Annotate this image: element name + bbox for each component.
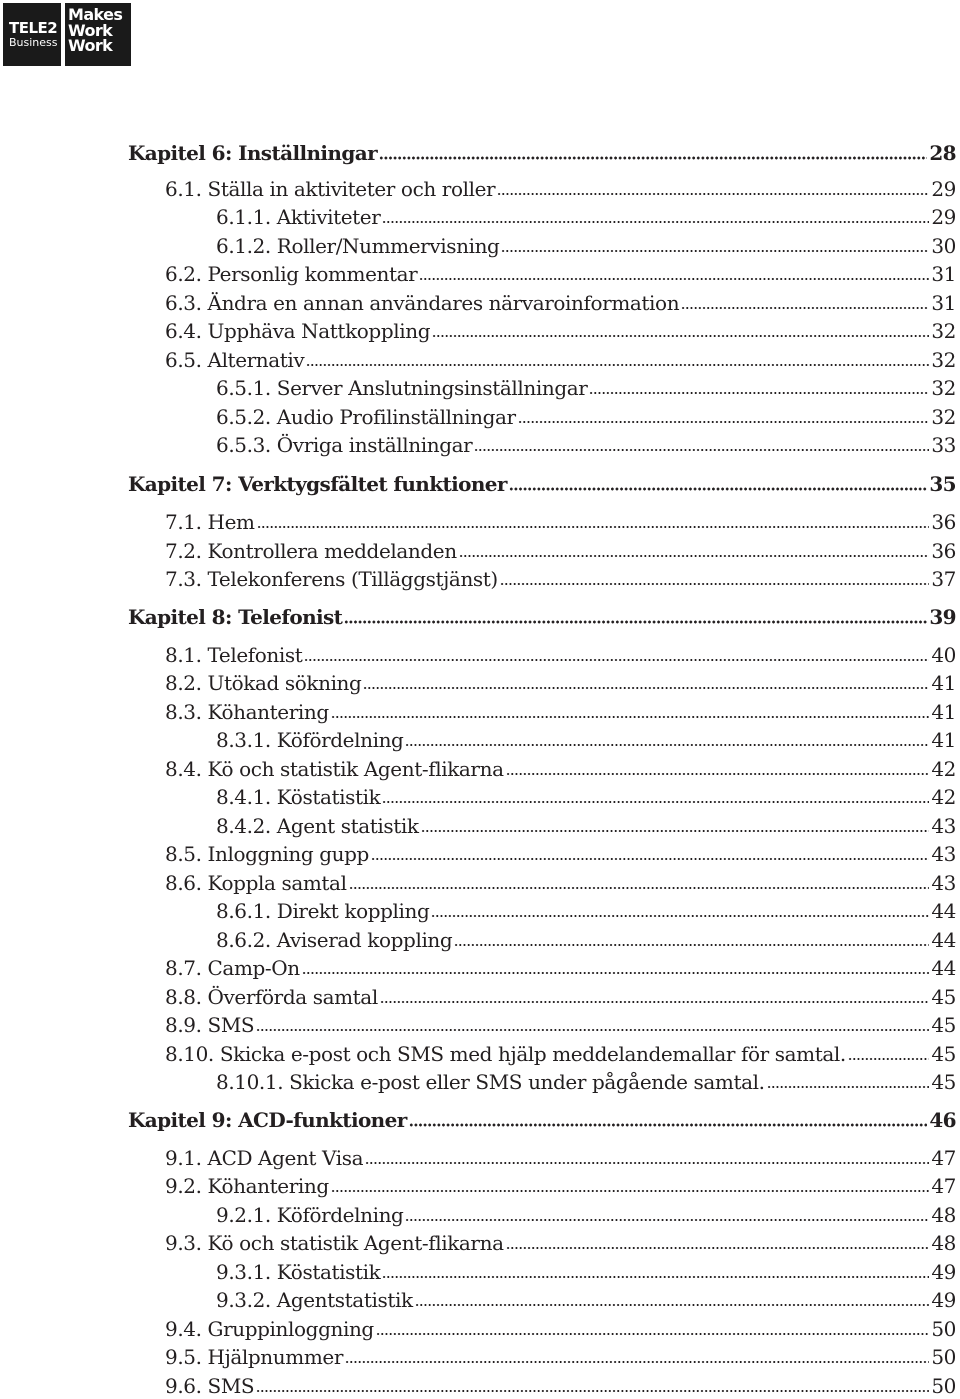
toc-page-number: 41 (931, 700, 956, 724)
toc-page-number: 39 (929, 605, 956, 629)
toc-dot-leader (256, 1028, 929, 1032)
logo-brand: TELE2 (9, 19, 58, 37)
toc-entry[interactable] (165, 1039, 956, 1067)
toc-entry-title: 9.2. Köhantering (165, 1174, 329, 1198)
toc-entry[interactable] (216, 1200, 956, 1228)
toc-entry-title: 9.3. Kö och statistik Agent-flikarna (165, 1231, 504, 1255)
toc-page-number: 44 (931, 956, 956, 980)
toc-entry-title: 8.6. Koppla samtal (165, 871, 347, 895)
toc-page-number: 32 (931, 348, 956, 372)
toc-dot-leader (767, 1085, 930, 1089)
toc-page-number: 49 (931, 1288, 956, 1312)
toc-dot-leader (304, 658, 929, 662)
toc-entry-title: 9.4. Gruppinloggning (165, 1317, 374, 1341)
toc-page-number: 47 (931, 1174, 956, 1198)
toc-entry-title: Kapitel 7: Verktygsfältet funktioner (128, 472, 507, 496)
toc-entry[interactable] (216, 896, 956, 924)
toc-entry-title: 8.8. Överförda samtal (165, 985, 378, 1009)
toc-entry[interactable] (165, 288, 956, 316)
toc-entry-title: 9.2.1. Köfördelning (216, 1203, 404, 1227)
toc-entry[interactable] (165, 1171, 956, 1199)
toc-entry[interactable] (165, 668, 956, 696)
toc-entry[interactable] (165, 507, 956, 535)
toc-entry-title: 9.5. Hjälpnummer (165, 1345, 343, 1369)
toc-dot-leader (371, 857, 929, 861)
toc-entry-title: Kapitel 8: Telefonist (128, 605, 343, 629)
toc-entry-title: 6.5.1. Server Anslutningsinställningar (216, 376, 588, 400)
toc-entry-title: 6.1.1. Aktiviteter (216, 205, 381, 229)
toc-entry[interactable] (165, 536, 956, 564)
toc-dot-leader (256, 1389, 929, 1393)
toc-page-number: 48 (931, 1203, 956, 1227)
toc-dot-leader (257, 525, 930, 529)
toc-dot-leader (419, 277, 929, 281)
toc-entry-title: 6.1.2. Roller/Nummervisning (216, 234, 500, 258)
toc-entry[interactable] (165, 174, 956, 202)
toc-dot-leader (501, 249, 929, 253)
toc-entry[interactable] (216, 430, 956, 458)
toc-entry-title: 8.1. Telefonist (165, 643, 303, 667)
toc-entry[interactable] (165, 1342, 956, 1370)
toc-dot-leader (500, 582, 930, 586)
toc-entry[interactable] (165, 345, 956, 373)
toc-entry[interactable] (165, 1228, 956, 1256)
toc-entry[interactable] (165, 1010, 956, 1038)
logo-tagline-line: Work (68, 36, 113, 55)
toc-chapter-entry[interactable] (128, 602, 956, 630)
toc-dot-leader (331, 1189, 930, 1193)
toc-entry-title: 6.3. Ändra en annan användares närvaroinformation (165, 291, 680, 315)
toc-entry[interactable] (165, 953, 956, 981)
toc-entry-title: 8.6.1. Direkt koppling (216, 899, 430, 923)
toc-page-number: 43 (931, 842, 956, 866)
toc-page-number: 44 (931, 899, 956, 923)
toc-page-number: 50 (931, 1345, 956, 1369)
toc-entry[interactable] (165, 316, 956, 344)
toc-entry-title: 8.4.1. Köstatistik (216, 785, 381, 809)
toc-dot-leader (681, 306, 929, 310)
toc-dot-leader (363, 686, 929, 690)
toc-entry[interactable] (216, 925, 956, 953)
toc-entry-title: Kapitel 9: ACD-funktioner (128, 1108, 407, 1132)
toc-entry-title: 7.2. Kontrollera meddelanden (165, 539, 457, 563)
toc-page-number: 33 (931, 433, 956, 457)
toc-entry[interactable] (165, 754, 956, 782)
toc-dot-leader (432, 334, 929, 338)
toc-dot-leader (409, 1123, 928, 1127)
toc-entry-title: 8.6.2. Aviserad koppling (216, 928, 453, 952)
toc-entry[interactable] (216, 782, 956, 810)
toc-chapter-entry[interactable] (128, 469, 956, 497)
toc-entry-title: 7.3. Telekonferens (Tilläggstjänst) (165, 567, 498, 591)
toc-entry[interactable] (165, 982, 956, 1010)
toc-dot-leader (459, 554, 930, 558)
toc-entry-title: 8.10. Skicka e-post och SMS med hjälp meddelandemallar för samtal. (165, 1042, 846, 1066)
toc-dot-leader (365, 1161, 929, 1165)
toc-page-number: 47 (931, 1146, 956, 1170)
toc-entry[interactable] (165, 564, 956, 592)
logo-sub: Business (9, 36, 58, 49)
toc-entry[interactable] (216, 373, 956, 401)
toc-page-number: 50 (931, 1317, 956, 1341)
toc-page-number: 37 (931, 567, 956, 591)
logo-tagline (65, 3, 131, 66)
toc-dot-leader (848, 1057, 930, 1061)
toc-chapter-entry[interactable] (128, 1105, 956, 1133)
toc-page-number: 29 (931, 205, 956, 229)
toc-entry-title: 8.3.1. Köfördelning (216, 728, 404, 752)
toc-page-number: 40 (931, 643, 956, 667)
toc-entry[interactable] (216, 1067, 956, 1095)
toc-page-number: 35 (929, 472, 956, 496)
toc-entry[interactable] (165, 1314, 956, 1342)
toc-entry[interactable] (216, 202, 956, 230)
logo-brand-block (3, 3, 61, 66)
toc-page-number: 31 (931, 291, 956, 315)
logo-tagline-line: Makes (68, 5, 123, 24)
toc-dot-leader (415, 1303, 930, 1307)
toc-entry-title: 6.2. Personlig kommentar (165, 262, 418, 286)
toc-dot-leader (506, 772, 930, 776)
toc-page-number: 36 (931, 539, 956, 563)
toc-dot-leader (331, 715, 930, 719)
toc-dot-leader (421, 829, 930, 833)
toc-page-number: 29 (931, 177, 956, 201)
toc-page-number: 41 (931, 671, 956, 695)
toc-dot-leader (454, 943, 929, 947)
toc-page-number: 42 (931, 785, 956, 809)
toc-entry[interactable] (216, 402, 956, 430)
toc-dot-leader (382, 800, 929, 804)
toc-page-number: 42 (931, 757, 956, 781)
toc-entry[interactable] (216, 811, 956, 839)
toc-entry[interactable] (165, 697, 956, 725)
toc-dot-leader (405, 743, 929, 747)
toc-page-number: 43 (931, 871, 956, 895)
toc-entry-title: 6.4. Upphäva Nattkoppling (165, 319, 431, 343)
toc-page-number: 28 (929, 141, 956, 165)
toc-dot-leader (344, 620, 927, 624)
toc-entry[interactable] (165, 259, 956, 287)
toc-entry[interactable] (216, 725, 956, 753)
toc-entry-title: 6.5. Alternativ (165, 348, 305, 372)
toc-dot-leader (306, 363, 929, 367)
toc-entry-title: 9.3.1. Köstatistik (216, 1260, 381, 1284)
toc-page-number: 32 (931, 405, 956, 429)
toc-dot-leader (380, 1000, 930, 1004)
toc-page-number: 44 (931, 928, 956, 952)
toc-entry-title: 8.10.1. Skicka e-post eller SMS under pågående samtal. (216, 1070, 765, 1094)
toc-dot-leader (589, 391, 929, 395)
toc-dot-leader (497, 192, 929, 196)
toc-dot-leader (518, 420, 930, 424)
toc-entry-title: 8.5. Inloggning gupp (165, 842, 369, 866)
toc-page-number: 49 (931, 1260, 956, 1284)
toc-entry-title: 8.2. Utökad sökning (165, 671, 362, 695)
toc-entry-title: 8.7. Camp-On (165, 956, 300, 980)
toc-entry[interactable] (216, 231, 956, 259)
toc-page-number: 50 (931, 1374, 956, 1398)
toc-page-number: 45 (931, 985, 956, 1009)
toc-chapter-entry[interactable] (128, 138, 956, 166)
toc-dot-leader (509, 487, 928, 491)
toc-page-number: 48 (931, 1231, 956, 1255)
toc-page-number: 32 (931, 376, 956, 400)
toc-entry[interactable] (165, 868, 956, 896)
toc-entry-title: 8.4.2. Agent statistik (216, 814, 419, 838)
toc-page-number: 31 (931, 262, 956, 286)
toc-page-number: 45 (931, 1042, 956, 1066)
toc-page-number: 30 (931, 234, 956, 258)
toc-page-number: 43 (931, 814, 956, 838)
toc-entry[interactable] (216, 1285, 956, 1313)
toc-dot-leader (379, 156, 927, 160)
toc-dot-leader (376, 1332, 930, 1336)
toc-page-number: 46 (929, 1108, 956, 1132)
toc-entry-title: 8.3. Köhantering (165, 700, 329, 724)
toc-entry-title: 8.4. Kö och statistik Agent-flikarna (165, 757, 504, 781)
toc-dot-leader (349, 886, 930, 890)
toc-page-number: 45 (931, 1013, 956, 1037)
toc-entry-title: 6.5.2. Audio Profilinställningar (216, 405, 516, 429)
toc-page-number: 32 (931, 319, 956, 343)
toc-page-number: 41 (931, 728, 956, 752)
toc-entry-title: 9.6. SMS (165, 1374, 255, 1398)
toc-entry-title: Kapitel 6: Inställningar (128, 141, 378, 165)
toc-entry[interactable] (165, 839, 956, 867)
tele2-business-logo (3, 3, 131, 66)
toc-dot-leader (405, 1218, 929, 1222)
toc-entry[interactable] (216, 1257, 956, 1285)
toc-entry-title: 9.1. ACD Agent Visa (165, 1146, 364, 1170)
toc-entry-title: 8.9. SMS (165, 1013, 255, 1037)
toc-entry-title: 7.1. Hem (165, 510, 255, 534)
toc-entry[interactable] (165, 1143, 956, 1171)
toc-entry[interactable] (165, 1371, 956, 1399)
toc-dot-leader (382, 1275, 929, 1279)
toc-entry-title: 9.3.2. Agentstatistik (216, 1288, 413, 1312)
toc-dot-leader (431, 914, 929, 918)
toc-page-number: 36 (931, 510, 956, 534)
toc-entry[interactable] (165, 640, 956, 668)
toc-page-number: 45 (931, 1070, 956, 1094)
toc-dot-leader (474, 448, 929, 452)
toc-dot-leader (302, 971, 930, 975)
toc-dot-leader (382, 220, 929, 224)
toc-entry-title: 6.5.3. Övriga inställningar (216, 433, 473, 457)
logo-tagline-line: Work (68, 20, 113, 40)
toc-entry-title: 6.1. Ställa in aktiviteter och roller (165, 177, 496, 201)
toc-dot-leader (345, 1360, 929, 1364)
toc-dot-leader (506, 1246, 930, 1250)
